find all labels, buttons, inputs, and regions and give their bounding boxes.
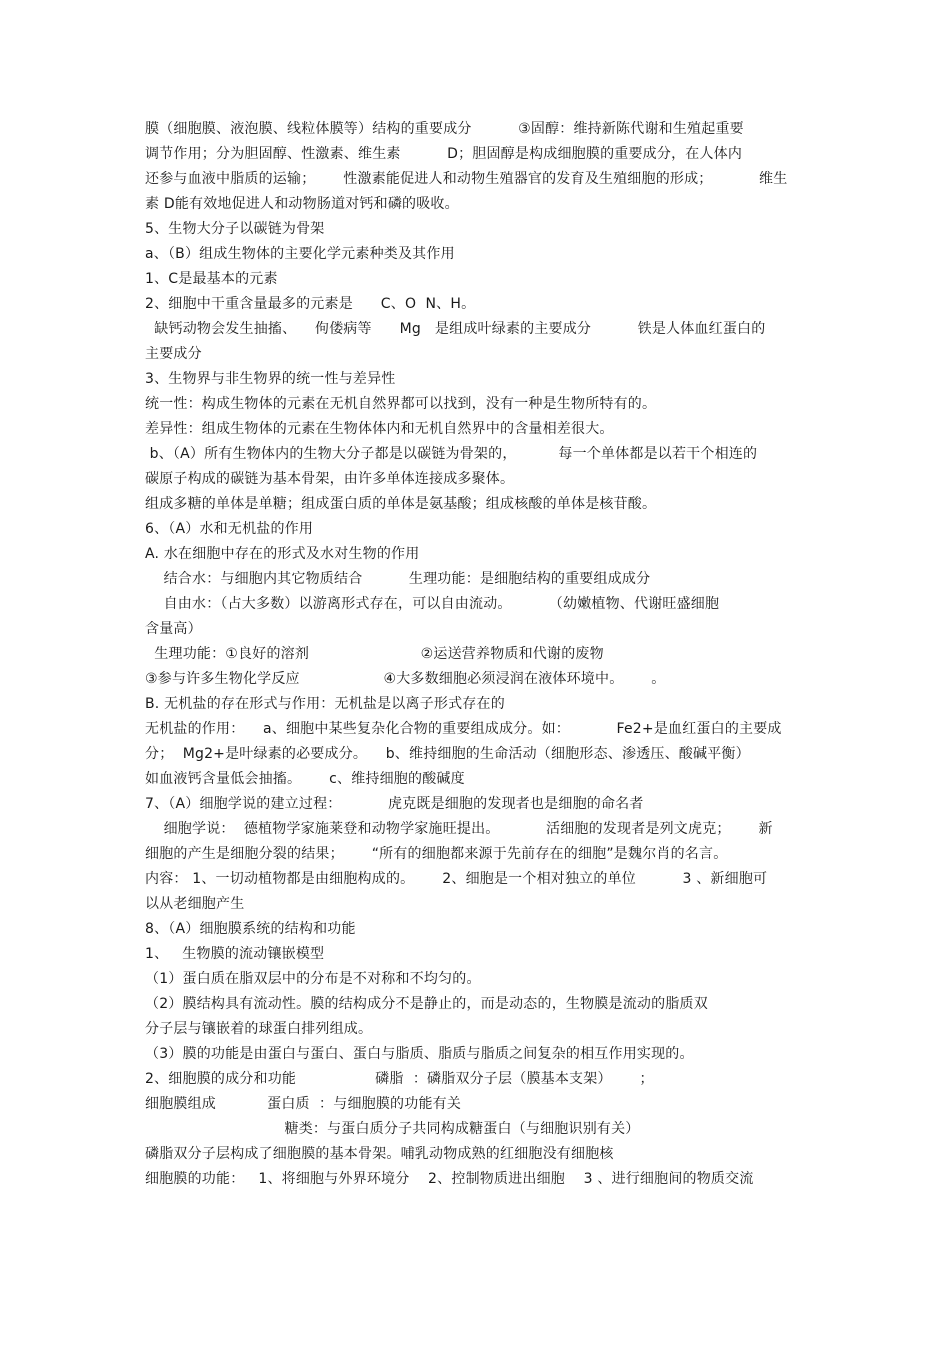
text-line: 结合水：与细胞内其它物质结合 生理功能：是细胞结构的重要组成成分 — [145, 571, 651, 587]
text-line: 2、细胞中干重含量最多的元素是 C、O N、H。 — [145, 296, 476, 312]
text-line: 主要成分 — [145, 346, 202, 362]
text-line: 细胞的产生是细胞分裂的结果； “所有的细胞都来源于先前存在的细胞”是魏尔肖的名言。 — [145, 846, 728, 862]
text-line: 缺钙动物会发生抽搐、 佝偻病等 Mg 是组成叶绿素的主要成分 铁是人体血红蛋白的 — [145, 321, 766, 337]
section-heading: 5、生物大分子以碳链为骨架 — [145, 221, 325, 237]
text-line: 无机盐的作用： a、细胞中某些复杂化合物的重要组成成分。如： Fe2+是血红蛋白的主要成 — [145, 721, 782, 737]
text-line: 膜（细胞膜、液泡膜、线粒体膜等）结构的重要成分 ③固醇：维持新陈代谢和生殖起重要 — [145, 121, 744, 137]
section-heading: 7、（A）细胞学说的建立过程： 虎克既是细胞的发现者也是细胞的命名者 — [145, 796, 644, 812]
section-heading: a、（B）组成生物体的主要化学元素种类及其作用 — [145, 246, 455, 262]
text-line: （3）膜的功能是由蛋白与蛋白、蛋白与脂质、脂质与脂质之间复杂的相互作用实现的。 — [145, 1046, 694, 1062]
text-line: 细胞膜的功能： 1、将细胞与外界环境分 2、控制物质进出细胞 3 、进行细胞间的物质交流 — [145, 1171, 754, 1187]
text-line: B. 无机盐的存在形式与作用：无机盐是以离子形式存在的 — [145, 696, 505, 712]
text-line: 差异性：组成生物体的元素在生物体体内和无机自然界中的含量相差很大。 — [145, 421, 614, 437]
text-line: 1、 生物膜的流动镶嵌模型 — [145, 946, 325, 962]
text-line: 素 D能有效地促进人和动物肠道对钙和磷的吸收。 — [145, 196, 459, 212]
text-line: 糖类：与蛋白质分子共同构成糖蛋白（与细胞识别有关） — [145, 1121, 640, 1137]
text-line: 细胞学说： 德植物学家施莱登和动物学家施旺提出。 活细胞的发现者是列文虎克； 新 — [145, 821, 773, 837]
text-line: 如血液钙含量低会抽搐。 c、维持细胞的酸碱度 — [145, 771, 465, 787]
section-heading: 6、（A）水和无机盐的作用 — [145, 521, 314, 537]
text-line: 自由水：（占大多数）以游离形式存在，可以自由流动。 （幼嫩植物、代谢旺盛细胞 — [145, 596, 720, 612]
text-line: 统一性：构成生物体的元素在无机自然界都可以找到，没有一种是生物所特有的。 — [145, 396, 657, 412]
text-line: 磷脂双分子层构成了细胞膜的基本骨架。哺乳动物成熟的红细胞没有细胞核 — [145, 1146, 614, 1162]
text-line: 细胞膜组成 蛋白质 ：与细胞膜的功能有关 — [145, 1096, 462, 1112]
text-line: 1、C是最基本的元素 — [145, 271, 278, 287]
text-line: 组成多糖的单体是单糖；组成蛋白质的单体是氨基酸；组成核酸的单体是核苷酸。 — [145, 496, 657, 512]
section-heading: 8、（A）细胞膜系统的结构和功能 — [145, 921, 356, 937]
text-line: 生理功能：①良好的溶剂 ②运送营养物质和代谢的废物 — [145, 646, 604, 662]
text-line: 含量高） — [145, 621, 202, 637]
text-line: b、（A）所有生物体内的生物大分子都是以碳链为骨架的， 每一个单体都是以若干个相连的 — [145, 446, 758, 462]
text-line: 内容： 1、一切动植物都是由细胞构成的。 2、细胞是一个相对独立的单位 3 、新细胞可 — [145, 871, 768, 887]
text-line: 分子层与镶嵌着的球蛋白排列组成。 — [145, 1021, 373, 1037]
text-line: A. 水在细胞中存在的形式及水对生物的作用 — [145, 546, 420, 562]
text-line: 分； Mg2+是叶绿素的必要成分。 b、维持细胞的生命活动（细胞形态、渗透压、酸碱平衡） — [145, 746, 750, 762]
text-line: 还参与血液中脂质的运输； 性激素能促进人和动物生殖器官的发育及生殖细胞的形成； 维生 — [145, 171, 788, 187]
text-line: 调节作用；分为胆固醇、性激素、维生素 D；胆固醇是构成细胞膜的重要成分，在人体内 — [145, 146, 743, 162]
text-line: ③参与许多生物化学反应 ④大多数细胞必须浸润在液体环境中。 。 — [145, 671, 666, 687]
section-heading: 3、生物界与非生物界的统一性与差异性 — [145, 371, 396, 387]
text-line: 2、细胞膜的成分和功能 磷脂 ：磷脂双分子层（膜基本支架） ； — [145, 1071, 654, 1087]
text-line: （2）膜结构具有流动性。膜的结构成分不是静止的，而是动态的，生物膜是流动的脂质双 — [145, 996, 708, 1012]
text-line: （1）蛋白质在脂双层中的分布是不对称和不均匀的。 — [145, 971, 481, 987]
text-line: 碳原子构成的碳链为基本骨架，由许多单体连接成多聚体。 — [145, 471, 515, 487]
text-line: 以从老细胞产生 — [145, 896, 245, 912]
